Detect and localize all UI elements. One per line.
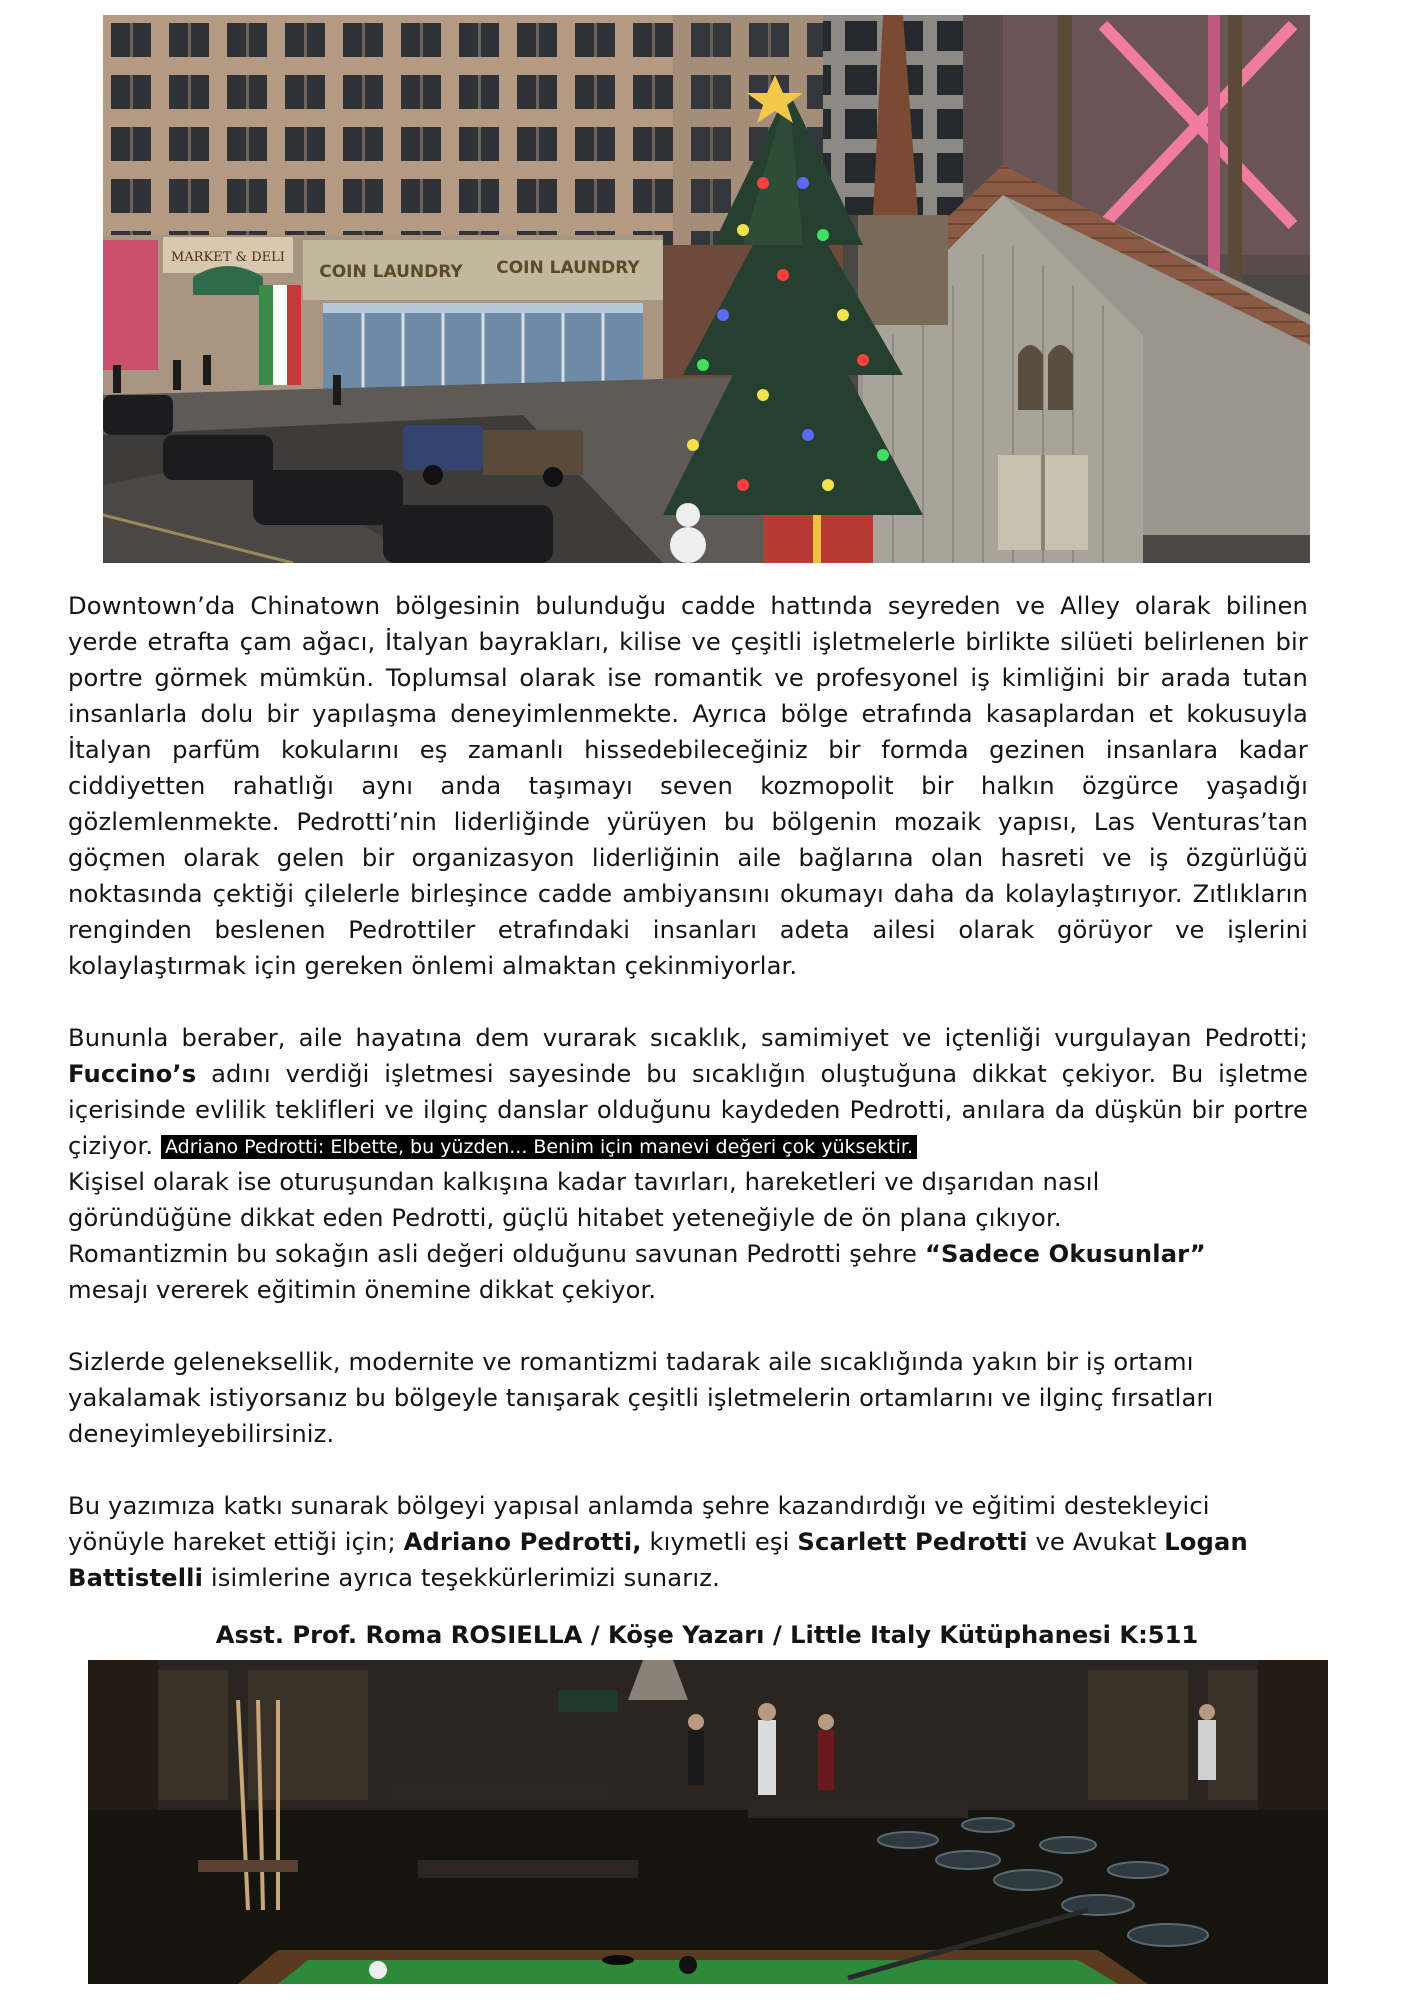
paragraph-4-lawyer: ve Avukat xyxy=(1035,1528,1157,1556)
name-scarlett: Scarlett Pedrotti xyxy=(797,1528,1028,1556)
paragraph-4-end: isimlerine ayrıca teşekkürlerimizi sunarız. xyxy=(210,1564,720,1592)
paragraph-3: Sizlerde geleneksellik, modernite ve romantizmi tadarak aile sıcaklığında yakın bir iş ortamı yakalamak istiyorsanız bu bölgeyle tanışarak çeşitli işletmelerin ortamlarını ve ilginç fırsatları deneyimleyebilirsiniz. xyxy=(68,1348,1214,1448)
byline: Asst. Prof. Roma ROSIELLA / Köşe Yazarı / Little Italy Kütüphanesi K:511 xyxy=(215,1621,1199,1649)
paragraph-2-line-c: Romantizmin bu sokağın asli değeri olduğunu savunan Pedrotti şehre xyxy=(68,1240,918,1268)
paragraph-2-line-a: Kişisel olarak ise oturuşundan kalkışına kadar tavırları, hareketleri ve dışarıdan nasıl xyxy=(68,1168,1100,1196)
coin-laundry-sign-right: COIN LAUNDRY xyxy=(496,258,640,278)
paragraph-4-spouse: kıymetli eşi xyxy=(649,1528,790,1556)
name-adriano: Adriano Pedrotti, xyxy=(403,1528,642,1556)
fuccinos-bold: Fuccino’s xyxy=(68,1060,197,1088)
paragraph-2 xyxy=(68,1020,1308,1308)
paragraph-2-line-b: göründüğüne dikkat eden Pedrotti, güçlü hitabet yeteneğiyle de ön plana çıkıyor. xyxy=(68,1204,1062,1232)
market-deli-sign: MARKET & DELI xyxy=(171,250,285,265)
paragraph-2-intro: Bununla beraber, aile hayatına dem vurarak sıcaklık, samimiyet ve içtenliği vurgulayan Pedrotti; xyxy=(68,1024,1308,1052)
quote-highlight: Adriano Pedrotti: Elbette, bu yüzden... Benim için manevi değeri çok yüksektir. xyxy=(161,1135,917,1159)
article-body xyxy=(68,588,1308,1596)
bar-interior-photo xyxy=(88,1660,1328,1984)
sadece-okusunlar-bold: “Sadece Okusunlar” xyxy=(924,1240,1206,1268)
name-logan: Logan Battistelli xyxy=(68,1528,1248,1592)
paragraph-4-intro: Bu yazımıza katkı sunarak bölgeyi yapısal anlamda şehre kazandırdığı ve eğitimi destekleyici yönüyle hareket ettiği için; xyxy=(68,1492,1210,1556)
paragraph-2-middle: adını verdiği işletmesi sayesinde bu sıcaklığın oluştuğuna dikkat çekiyor. Bu işletme içerisinde evlilik teklifleri ve ilginç danslar olduğunu kaydeden Pedrotti, anılara da düşkün bir portre çiziyor. xyxy=(68,1060,1308,1160)
street-scene-photo xyxy=(103,15,1310,563)
coin-laundry-sign-left: COIN LAUNDRY xyxy=(319,262,463,282)
paragraph-4 xyxy=(68,1488,1308,1596)
paragraph-1: Downtown’da Chinatown bölgesinin bulunduğu cadde hattında seyreden ve Alley olarak bilinen yerde etrafta çam ağacı, İtalyan bayrakları, kilise ve çeşitli işletmelerle birlikte silüeti belirlenen bir portre görmek mümkün. Toplumsal olarak ise romantik ve profesyonel iş kimliğini bir arada tutan insanlarla dolu bir yapılaşma deneyimlenmekte. Ayrıca bölge etrafında kasaplardan et kokusuyla İtalyan parfüm kokularını eş zamanlı hissedebileceğiniz bir formda gezinen insanlara kadar ciddiyetten rahatlığı aynı anda taşımayı seven kozmopolit bir halkın özgürce yaşadığı gözlemlenmekte. Pedrotti’nin liderliğinde yürüyen bu bölgenin mozaik yapısı, Las Venturas’tan göçmen olarak gelen bir organizasyon liderliğinin aile bağlarına olan hasreti ve iş özgürlüğü noktasında çektiği çilelerle birleşince cadde ambiyansını okumayı daha da kolaylaştırıyor. Zıtlıkların renginden beslenen Pedrottiler etrafındaki insanları adeta ailesi olarak görüyor ve işlerini kolaylaştırmak için gereken önlemi almaktan çekinmiyorlar. xyxy=(68,592,1308,980)
paragraph-2-line-d: mesajı vererek eğitimin önemine dikkat çekiyor. xyxy=(68,1276,657,1304)
